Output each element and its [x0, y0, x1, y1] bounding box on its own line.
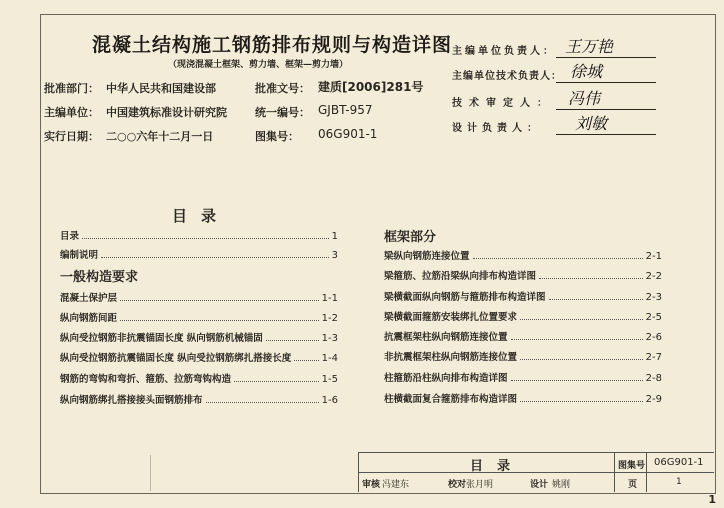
leader-dots: [520, 401, 643, 402]
leader-dots: [511, 380, 643, 381]
page-no: 1: [676, 477, 682, 487]
leader-dots: [539, 278, 643, 279]
toc-entry[interactable]: [384, 349, 662, 363]
section-title-frame: 框架部分: [384, 230, 437, 245]
effective-date: 二○○六年十二月一日: [106, 130, 214, 143]
toc-entry[interactable]: [384, 309, 662, 323]
editor-unit-label: 主编单位：: [44, 106, 99, 119]
signature-line: [556, 109, 656, 110]
title-block-atlas-label: 图集号: [618, 461, 646, 471]
signature-label-reviewer: 技术审定人：: [452, 98, 554, 109]
toc-entry-page: 2-7: [645, 352, 662, 363]
leader-dots: [549, 299, 643, 300]
toc-entry-page: 2-5: [645, 312, 662, 323]
signature-line: [556, 57, 656, 58]
check-label: 校对: [448, 480, 467, 490]
title-block-name: 目录: [470, 459, 525, 474]
toc-entry-label: 纵向受拉钢筋抗震锚固长度 纵向受拉钢筋绑扎搭接长度: [60, 353, 292, 364]
toc-entry[interactable]: [60, 330, 338, 344]
toc-entry-label: 目录: [60, 231, 80, 242]
document-subtitle: （现浇混凝土框架、剪力墙、框架—剪力墙）: [168, 60, 349, 70]
toc-entry-page: 2-8: [645, 373, 662, 384]
approval-doc-label: 批准文号：: [255, 82, 310, 95]
document-title: 混凝土结构施工钢筋排布规则与构造详图: [92, 34, 453, 56]
toc-entry[interactable]: [60, 310, 338, 324]
review-label: 审核: [362, 480, 381, 490]
leader-dots: [120, 320, 319, 321]
leader-dots: [101, 257, 329, 258]
toc-entry[interactable]: [60, 392, 338, 406]
signature-designer: 刘敏: [575, 114, 608, 133]
leader-dots: [206, 402, 319, 403]
toc-entry-label: 抗震框架柱纵向钢筋连接位置: [384, 332, 508, 343]
leader-dots: [120, 300, 319, 301]
signature-tech-chief: 徐城: [570, 62, 603, 81]
signature-line: [556, 134, 656, 135]
toc-entry-page: 1: [331, 231, 338, 242]
leader-dots: [511, 339, 643, 340]
toc-entry-label: 编制说明: [60, 250, 99, 261]
approving-dept-label: 批准部门：: [44, 82, 99, 95]
toc-entry[interactable]: [384, 268, 662, 282]
toc-entry-page: 1-2: [321, 313, 338, 324]
title-block-atlas-no: 06G901-1: [654, 457, 704, 468]
toc-entry-page: 2-6: [645, 332, 662, 343]
toc-title: 目录: [172, 207, 231, 225]
atlas-no-label: 图集号：: [255, 130, 299, 143]
page-number: 1: [708, 493, 716, 506]
toc-entry-page: 1-5: [321, 374, 338, 385]
toc-entry-page: 1-6: [321, 395, 338, 406]
signature-label-tech-chief: 主编单位技术负责人：: [452, 71, 562, 82]
toc-entry-label: 混凝土保护层: [60, 293, 118, 304]
leader-dots: [520, 359, 643, 360]
signature-line: [556, 82, 656, 83]
toc-entry-label: 纵向受拉钢筋非抗震锚固长度 纵向钢筋机械锚固: [60, 333, 263, 344]
review-name: 冯建东: [382, 480, 410, 490]
toc-entry-label: 非抗震框架柱纵向钢筋连接位置: [384, 352, 518, 363]
toc-entry[interactable]: [384, 248, 662, 262]
title-block-border: [358, 472, 714, 473]
title-block-border: [614, 452, 615, 492]
toc-entry-label: 梁纵向钢筋连接位置: [384, 251, 470, 262]
signature-label-chief: 主编单位负责人：: [452, 46, 556, 57]
leader-dots: [294, 360, 318, 361]
signature-label-designer: 设计负责人：: [452, 123, 542, 134]
toc-entry-page: 3: [331, 250, 338, 261]
leader-dots: [520, 319, 643, 320]
toc-entry[interactable]: [384, 329, 662, 343]
title-block-border: [646, 452, 647, 492]
toc-entry[interactable]: [60, 247, 338, 261]
leader-dots: [82, 238, 329, 239]
check-name: 张月明: [466, 480, 494, 490]
toc-entry-label: 梁横截面箍筋安装绑扎位置要求: [384, 312, 518, 323]
leader-dots: [234, 381, 319, 382]
title-block-border: [358, 452, 359, 492]
toc-entry-label: 梁横截面纵向钢筋与箍筋排布构造详图: [384, 292, 546, 303]
approval-doc: 建质[2006]281号: [318, 80, 424, 94]
toc-entry[interactable]: [60, 350, 338, 364]
toc-entry[interactable]: [60, 228, 338, 242]
effective-date-label: 实行日期：: [44, 130, 99, 143]
unified-no: GJBT-957: [318, 103, 373, 117]
unified-no-label: 统一编号：: [255, 106, 310, 119]
toc-entry-label: 柱箍筋沿柱纵向排布构造详图: [384, 373, 508, 384]
toc-entry-page: 2-2: [645, 271, 662, 282]
leader-dots: [473, 258, 643, 259]
title-block-border: [358, 452, 714, 453]
editor-unit: 中国建筑标准设计研究院: [106, 106, 227, 119]
ghost-title-block: [40, 455, 151, 491]
toc-entry-label: 纵向钢筋绑扎搭接接头面钢筋排布: [60, 395, 203, 406]
design-name: 姚刚: [552, 480, 571, 490]
signature-reviewer: 冯伟: [568, 89, 601, 108]
atlas-no: 06G901-1: [318, 127, 378, 141]
toc-entry-label: 钢筋的弯钩和弯折、箍筋、拉筋弯钩构造: [60, 374, 232, 385]
toc-entry-label: 柱横截面复合箍筋排布构造详图: [384, 394, 518, 405]
toc-entry-page: 2-9: [645, 394, 662, 405]
signature-chief: 王万艳: [565, 37, 614, 56]
toc-entry-page: 1-3: [321, 333, 338, 344]
toc-entry[interactable]: [60, 290, 338, 304]
toc-entry[interactable]: [384, 370, 662, 384]
toc-entry-page: 1-1: [321, 293, 338, 304]
toc-entry-page: 1-4: [321, 353, 338, 364]
toc-entry[interactable]: [384, 391, 662, 405]
approving-dept: 中华人民共和国建设部: [106, 82, 216, 95]
design-label: 设计: [530, 480, 549, 490]
toc-entry-label: 梁箍筋、拉筋沿梁纵向排布构造详图: [384, 271, 537, 282]
toc-entry[interactable]: [384, 289, 662, 303]
toc-entry-page: 2-1: [645, 251, 662, 262]
section-title-general: 一般构造要求: [60, 270, 139, 285]
toc-entry[interactable]: [60, 371, 338, 385]
toc-entry-page: 2-3: [645, 292, 662, 303]
page-label: 页: [628, 480, 638, 490]
leader-dots: [266, 340, 319, 341]
toc-entry-label: 纵向钢筋间距: [60, 313, 118, 324]
